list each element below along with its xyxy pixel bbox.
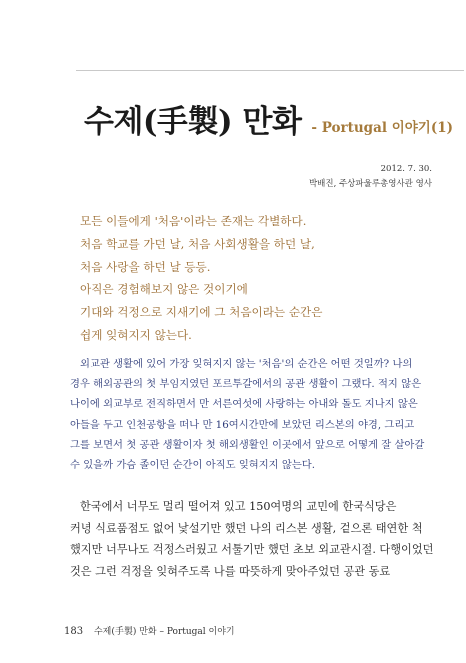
poem-line: 쉽게 잊혀지지 않는다. [80, 327, 192, 342]
body-paragraph-2 [70, 496, 456, 582]
body-paragraph-1 [70, 354, 456, 475]
poem-line: 처음 학교를 가던 날, 처음 사회생활을 하던 날, [80, 236, 315, 251]
article-meta [309, 162, 432, 192]
paragraph-line: 했지만 너무나도 걱정스러웠고 서툴기만 했던 초보 외교관시절. 다행이었던 [70, 543, 434, 556]
article-author: 박배진, 주상파울루총영사관 영사 [308, 179, 432, 189]
title-row [84, 96, 464, 141]
paragraph-line: 한국에서 너무도 멀리 떨어져 있고 150여명의 교민에 한국식당은 [80, 500, 397, 513]
paragraph-line: 경우 해외공관의 첫 부임지였던 포르투갈에서의 공관 생활이 그랬다. 적지 않은 [70, 378, 422, 391]
paragraph-line: 커녕 식료품점도 없어 낯설기만 했던 나의 리스본 생활, 겉으론 태연한 척 [70, 521, 423, 535]
intro-poem [80, 210, 440, 347]
page-subtitle: - Portugal 이야기(1) [311, 120, 453, 136]
page-title: 수제(手製) 만화 [84, 104, 302, 140]
top-rule [76, 70, 464, 71]
page-footer [64, 624, 235, 637]
paragraph-line: 나이에 외교부로 전직하면서 만 서른여섯에 사랑하는 아내와 돌도 지나지 않은 [70, 398, 418, 411]
paragraph-line: 수 있을까 가슴 졸이던 순간이 아직도 잊혀지지 않는다. [70, 459, 316, 472]
poem-line: 모든 이들에게 '처음'이라는 존재는 각별하다. [80, 214, 307, 228]
running-title: 수제(手製) 만화 – Portugal 이야기 [93, 627, 235, 637]
paragraph-line: 그를 보면서 첫 공관 생활이자 첫 해외생활인 이곳에서 앞으로 어떻게 잘 살아갈 [70, 438, 425, 451]
paragraph-line: 외교관 생활에 있어 가장 잊혀지지 않는 '처음'의 순간은 어떤 것일까? 나의 [80, 358, 413, 370]
poem-line: 기대와 걱정으로 지새기에 그 처음이라는 순간은 [80, 305, 323, 320]
page-number: 183 [64, 626, 84, 637]
article-date: 2012. 7. 30. [380, 164, 432, 174]
paragraph-line: 것은 그런 걱정을 잊혀주도록 나를 따뜻하게 맞아주었던 공관 동료 [70, 564, 391, 578]
poem-line: 아직은 경험해보지 않은 것이기에 [80, 282, 248, 297]
poem-line: 처음 사랑을 하던 날 등등. [80, 259, 211, 274]
paragraph-line: 아들을 두고 인천공항을 떠나 만 16여시간만에 보았던 리스본의 야경, 그리고 [70, 418, 415, 431]
